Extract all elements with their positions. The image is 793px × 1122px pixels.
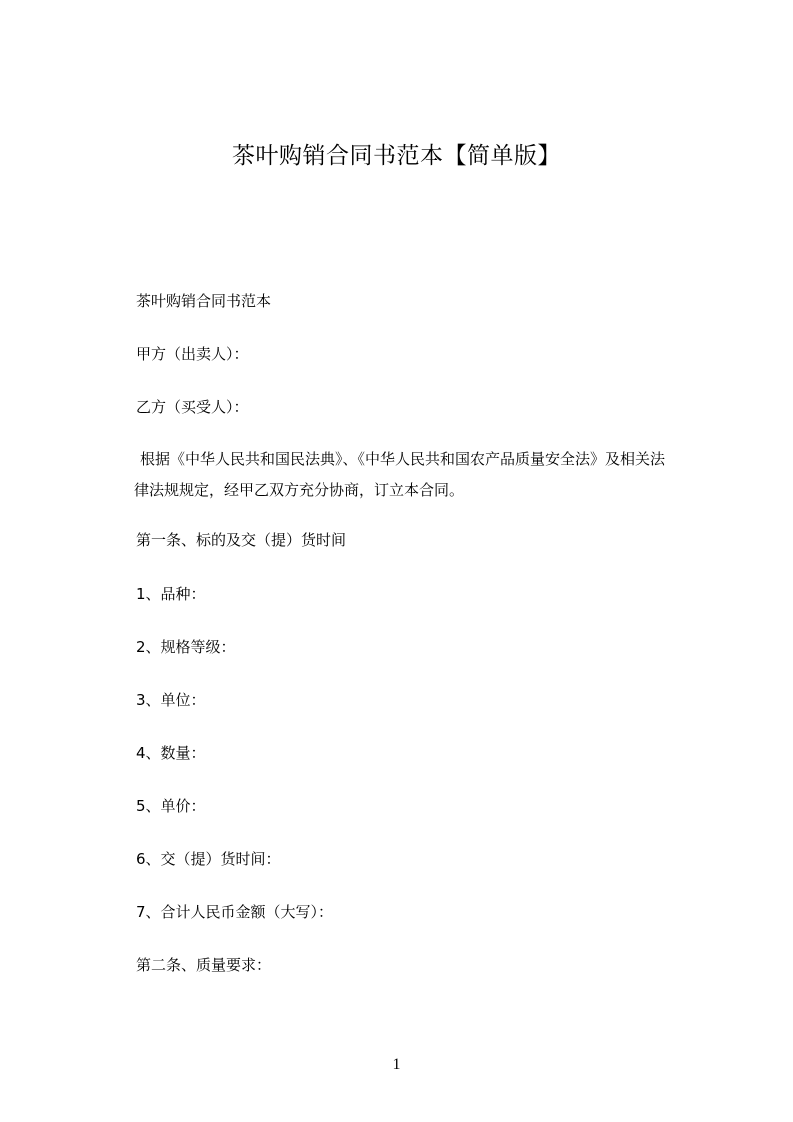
article-1-item-delivery-time: 6、交（提）货时间：: [136, 850, 281, 868]
article-1-item-total-amount: 7、合计人民币金额（大写）：: [136, 903, 334, 921]
article-1-item-spec-grade: 2、规格等级：: [136, 638, 236, 656]
document-title: 茶叶购销合同书范本【简单版】: [232, 143, 561, 169]
article-1-item-quantity: 4、数量：: [136, 744, 206, 762]
intro-paragraph: [134, 444, 666, 506]
page-number: 1: [392, 1056, 401, 1073]
article-2-heading: 第二条、质量要求：: [136, 956, 272, 974]
party-a-label: 甲方（出卖人）：: [136, 345, 249, 363]
party-b-label: 乙方（买受人）：: [136, 398, 249, 416]
article-1-heading: 第一条、标的及交（提）货时间: [136, 531, 347, 549]
contract-subtitle: 茶叶购销合同书范本: [136, 292, 272, 310]
article-1-item-unit: 3、单位：: [136, 691, 206, 709]
intro-paragraph-line-1: 根据《中华人民共和国民法典》、《中华人民共和国农产品质量安全法》及相关法: [140, 450, 666, 468]
article-1-item-variety: 1、品种：: [136, 585, 206, 603]
article-1-item-unit-price: 5、单价：: [136, 797, 206, 815]
intro-paragraph-line-2: 律法规规定，经甲乙双方充分协商，订立本合同。: [134, 481, 465, 499]
